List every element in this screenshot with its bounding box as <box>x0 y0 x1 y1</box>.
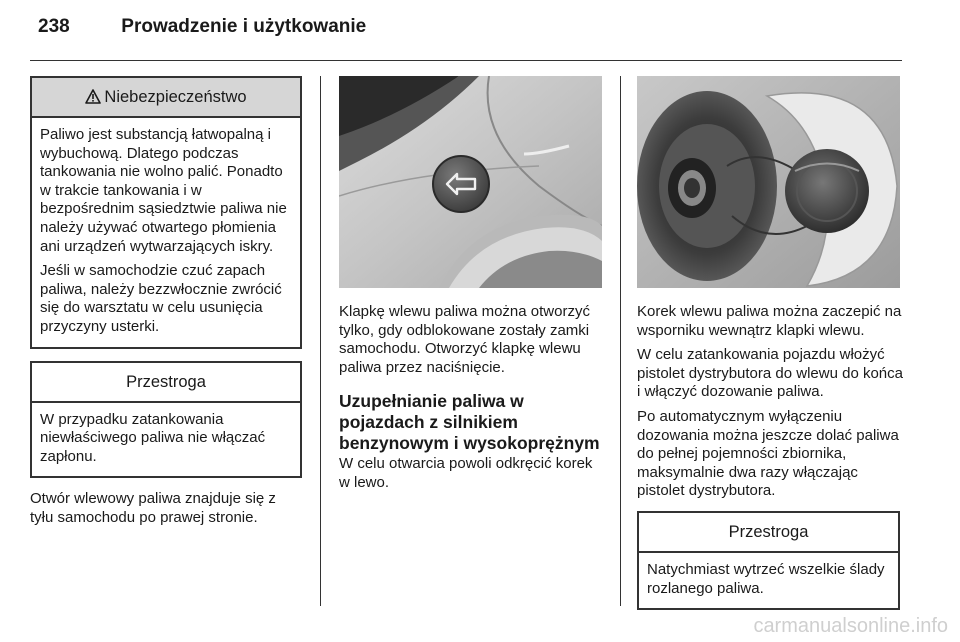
section-heading: Uzupełnianie paliwa w pojazdach z silnikiem benzynowym i wysokoprężnym <box>339 391 600 454</box>
warning-triangle-icon <box>85 89 101 104</box>
danger-box-title: Niebezpieczeństwo <box>104 88 247 106</box>
left-text <box>30 490 302 527</box>
danger-paragraph-2: Jeśli w samochodzie czuć zapach paliwa, należy bezzwłocznie zwrócić się do warsztatu w celu usunięcia przyczyny usterki. <box>40 262 282 335</box>
danger-box <box>30 76 302 349</box>
caution-box-left-header <box>32 363 300 403</box>
danger-box-body <box>32 118 300 347</box>
watermark: carmanualsonline.info <box>753 615 948 637</box>
header-rule <box>30 60 902 61</box>
section-paragraph: W celu otwarcia powoli odkręcić korek w lewo. <box>339 455 593 491</box>
middle-paragraph: Klapkę wlewu paliwa można otworzyć tylko, gdy odblokowane zostały zamki samochodu. Otworzyć klapkę wlewu paliwa przez naciśnięcie. <box>339 303 590 376</box>
caution-box-left-title: Przestroga <box>126 372 206 391</box>
fuel-cap-photo <box>637 76 900 288</box>
right-column-text <box>637 303 903 610</box>
column-divider-1 <box>320 76 321 606</box>
caution-box-left-body <box>32 403 300 477</box>
right-paragraph-1: Korek wlewu paliwa można zaczepić na wsporniku wewnątrz klapki wlewu. <box>637 303 902 339</box>
caution-box-right <box>637 511 900 610</box>
caution-box-left <box>30 361 302 479</box>
caution-box-right-header <box>639 513 898 553</box>
caution-box-right-title: Przestroga <box>728 522 809 541</box>
caution-left-text: W przypadku zatankowania niewłaściwego paliwa nie włączać zapłonu. <box>40 410 266 465</box>
column-divider-2 <box>620 76 621 606</box>
middle-text <box>339 303 605 377</box>
right-paragraph-3: Po automatycznym wyłączeniu dozowania można jeszcze dolać paliwa do pełnej pojemności zbiornika, maksymalnie dwa razy włączając pistolet dystrybutora. <box>637 407 899 500</box>
left-paragraph: Otwór wlewowy paliwa znajduje się z tyłu samochodu po prawej stronie. <box>30 490 276 526</box>
caution-right-text: Natychmiast wytrzeć wszelkie ślady rozlanego paliwa. <box>647 560 885 597</box>
fuel-flap-photo <box>339 76 602 288</box>
caution-box-right-body <box>639 553 898 608</box>
page-header <box>38 16 366 38</box>
right-paragraph-2: W celu zatankowania pojazdu włożyć pistolet dystrybutora do wlewu do końca i włączyć dozowanie paliwa. <box>637 346 903 401</box>
right-text <box>637 303 903 501</box>
section-text <box>339 455 605 492</box>
danger-box-header <box>32 78 300 118</box>
middle-column-text <box>339 303 605 499</box>
danger-paragraph-1: Paliwo jest substancją łatwopalną i wybuchową. Dlatego podczas tankowania nie wolno palić. Ponadto w trakcie tankowania i w bezpośrednim sąsiedztwie paliwa nie należy używać otwartego płomienia ani urządzeń wytwarzających iskry. <box>40 126 287 255</box>
page-number: 238 <box>38 16 70 37</box>
page-title: Prowadzenie i użytkowanie <box>121 16 367 37</box>
left-column <box>30 76 302 534</box>
